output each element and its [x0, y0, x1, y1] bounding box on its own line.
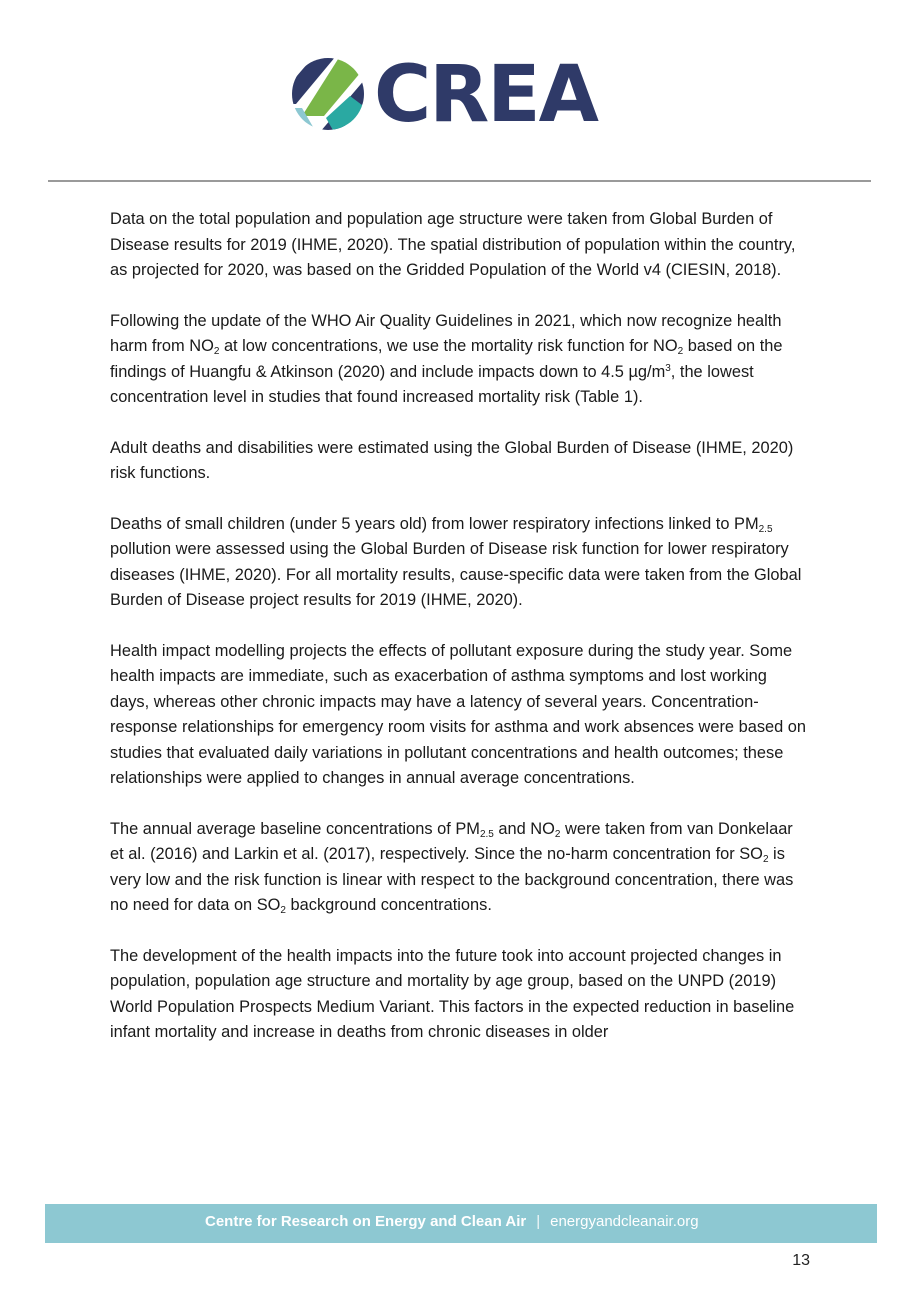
header-divider	[48, 180, 871, 182]
paragraph: Deaths of small children (under 5 years old) from lower respiratory infections linked to $PM_{2.5}$ pollution were assessed using the Global Burden of Disease risk function for lower respiratory diseases (IHME, 2020). For all mortality results, cause-specific data were taken from the Global Burden of Disease project results for 2019 (IHME, 2020).	[110, 514, 802, 609]
crea-logo	[290, 50, 630, 140]
logo-wordmark: CREA	[374, 50, 597, 140]
paragraph: Health impact modelling projects the effects of pollutant exposure during the study year. Some health impacts are immediate, such as exacerbation of asthma symptoms and lost working days, whereas other chronic impacts may have a latency of several years. Concentration-response relationships for emergency room visits for asthma and work absences were based on studies that evaluated daily variations in pollutant concentrations and health outcomes; these relationships were applied to changes in annual average concentrations.	[110, 641, 807, 787]
footer-separator: |	[536, 1213, 541, 1230]
page-number: 13	[792, 1252, 810, 1269]
body-text	[110, 207, 810, 1071]
crea-mark-icon	[290, 56, 366, 132]
paragraph: Data on the total population and population age structure were taken from Global Burden of Disease results for 2019 (IHME, 2020). The spatial distribution of population within the country, as projected for 2020, was based on the Gridded Population of the World v4 (CIESIN, 2018).	[110, 210, 796, 279]
paragraph: The annual average baseline concentrations of $PM_{2.5}$ and $NO_2$ were taken from van Donkelaar et al. (2016) and Larkin et al. (2017), respectively. Since the no-harm concentration for $SO_2$ is very low and the risk function is linear with respect to the background concentration, there was no need for data on $SO_2$ background concentrations.	[110, 819, 794, 916]
paragraph: Adult deaths and disabilities were estimated using the Global Burden of Disease (IHME, 2020) risk functions.	[110, 438, 794, 482]
footer-org: Centre for Research on Energy and Clean Air	[205, 1213, 527, 1230]
footer-bar	[45, 1204, 877, 1243]
paragraph: The development of the health impacts into the future took into account projected changes in population, population age structure and mortality by age group, based on the UNPD (2019) World Population Prospects Medium Variant. This factors in the expected reduction in baseline infant mortality and increase in deaths from chronic diseases in older	[110, 946, 795, 1041]
footer-url[interactable]: energyandcleanair.org	[550, 1213, 699, 1230]
paragraph: Following the update of the WHO Air Quality Guidelines in 2021, which now recognize health harm from $NO_2$ at low concentrations, we use the mortality risk function for $NO_2$ based on the findings of Huangfu & Atkinson (2020) and include impacts down to 4.5 $\mu g/m^3$, the lowest concentration level in studies that found increased mortality risk (Table 1).	[110, 311, 783, 406]
